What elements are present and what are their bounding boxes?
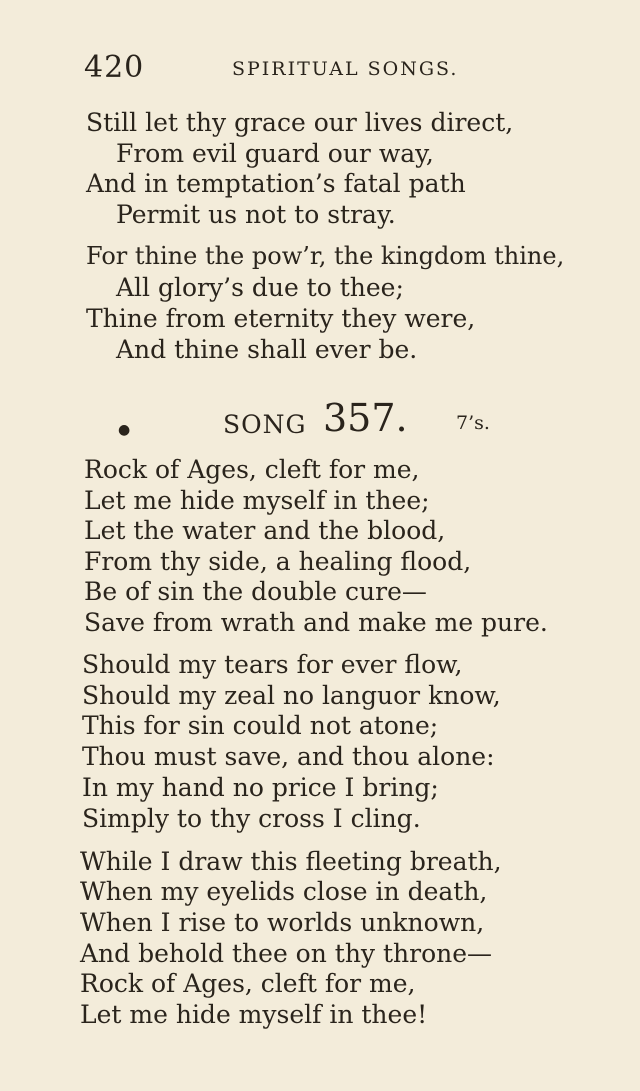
bullet-mark: ● <box>118 422 131 438</box>
verse-line: Rock of Ages, cleft for me, <box>80 969 416 998</box>
verse-line: Let me hide myself in thee! <box>80 1000 428 1029</box>
running-head: SPIRITUAL SONGS. <box>232 58 459 80</box>
verse-line: Thou must save, and thou alone: <box>82 742 495 771</box>
verse-line: In my hand no price I bring; <box>82 773 439 802</box>
verse-line: For thine the pow’r, the kingdom thine, <box>86 242 565 270</box>
page-number: 420 <box>84 50 145 85</box>
verse-line: Let me hide myself in thee; <box>84 486 430 515</box>
verse-line: Should my zeal no languor know, <box>82 681 501 710</box>
verse-line: Save from wrath and make me pure. <box>84 608 548 637</box>
verse-line: While I draw this fleeting breath, <box>80 847 502 876</box>
song-meter: 7’s. <box>456 412 490 434</box>
verse-line: Simply to thy cross I cling. <box>82 804 421 833</box>
verse-line: When I rise to worlds unknown, <box>80 908 485 937</box>
verse-line: When my eyelids close in death, <box>80 877 488 906</box>
verse-line: This for sin could not atone; <box>82 711 439 740</box>
verse-line: Should my tears for ever flow, <box>82 650 463 679</box>
verse-line: Be of sin the double cure— <box>84 577 427 606</box>
verse-line: And thine shall ever be. <box>116 335 418 364</box>
verse-line: Let the water and the blood, <box>84 516 446 545</box>
verse-line: From evil guard our way, <box>116 139 434 168</box>
song-label: SONG <box>223 410 307 439</box>
page-header <box>84 50 504 90</box>
verse-line: All glory’s due to thee; <box>116 273 404 302</box>
verse-line: Thine from eternity they were, <box>86 304 476 333</box>
verse-line: From thy side, a healing flood, <box>84 547 472 576</box>
verse-line: Still let thy grace our lives direct, <box>86 108 514 137</box>
song-number: 357. <box>323 396 408 440</box>
song-heading <box>112 396 532 446</box>
verse-line: Permit us not to stray. <box>116 200 396 229</box>
verse-line: Rock of Ages, cleft for me, <box>84 455 420 484</box>
verse-line: And behold thee on thy throne— <box>80 939 493 968</box>
verse-line: And in temptation’s fatal path <box>86 169 466 198</box>
